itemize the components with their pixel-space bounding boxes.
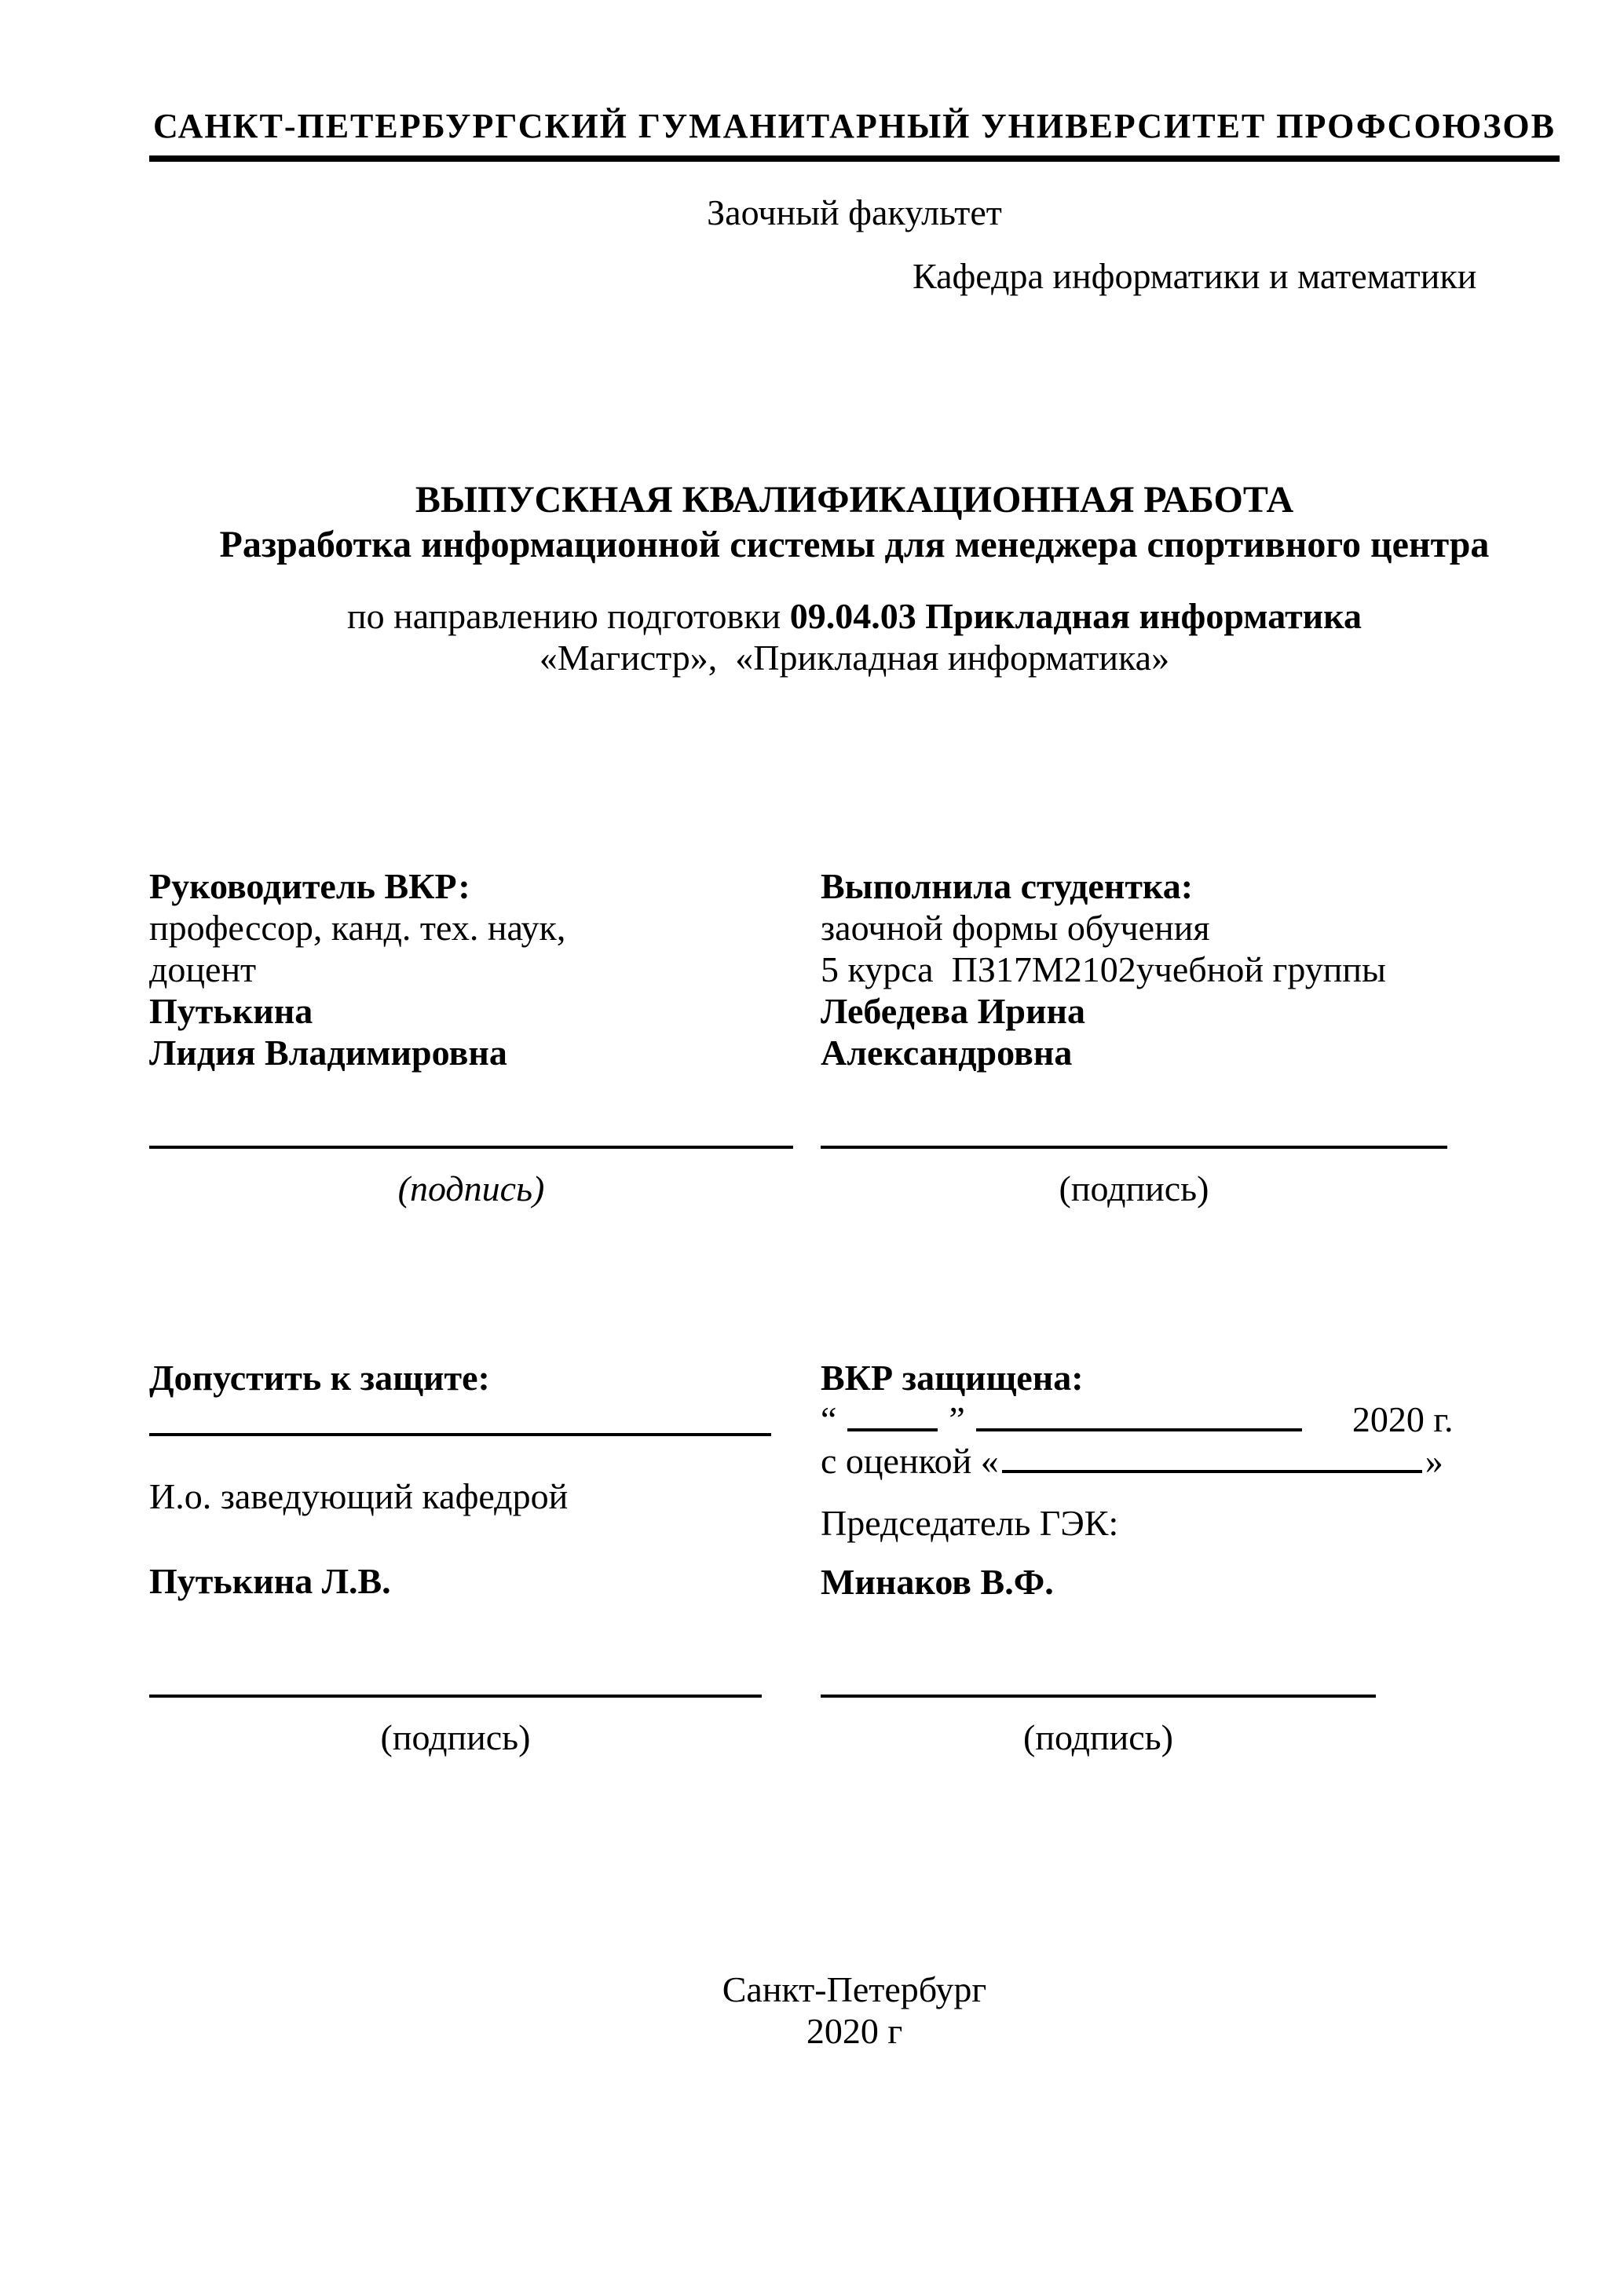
header-rule <box>149 155 1560 162</box>
direction-prefix: по направлению подготовки <box>347 596 790 636</box>
student-signature-line <box>821 1146 1447 1149</box>
footer-city: Санкт-Петербург <box>722 1969 987 2009</box>
work-type-title: ВЫПУСКНАЯ КВАЛИФИКАЦИОННАЯ РАБОТА <box>415 479 1294 521</box>
quote-open: “ <box>821 1399 837 1439</box>
qualification-line: «Магистр», «Прикладная информатика» <box>539 638 1170 678</box>
supervisor-block <box>149 865 813 1209</box>
direction-code: 09.04.03 Прикладная информатика <box>789 596 1362 636</box>
admission-signature-caption: (подпись) <box>380 1717 531 1757</box>
university-name: САНКТ-ПЕТЕРБУРГСКИЙ ГУМАНИТАРНЫЙ УНИВЕРСИТЕТ ПРОФСОЮЗОВ <box>152 107 1556 145</box>
grade-prefix: с оценкой « <box>821 1441 999 1481</box>
supervisor-rank: доцент <box>149 949 257 989</box>
supervisor-patronymic: Лидия Владимировна <box>149 1033 507 1073</box>
student-signature-caption: (подпись) <box>1059 1168 1209 1208</box>
faculty-name: Заочный факультет <box>707 192 1002 232</box>
department-name: Кафедра информатики и математики <box>913 256 1477 296</box>
defense-day-blank <box>847 1422 938 1431</box>
supervisor-surname: Путькина <box>149 991 313 1031</box>
people-section <box>149 865 1560 1209</box>
approval-section <box>149 1357 1560 1758</box>
admission-name: Путькина Л.В. <box>149 1561 391 1601</box>
supervisor-signature-caption: (подпись) <box>397 1168 545 1208</box>
chair-signature-line <box>821 1695 1376 1698</box>
admission-heading: Допустить к защите: <box>149 1358 490 1398</box>
quote-close: ” <box>949 1399 965 1439</box>
admission-role: И.о. заведующий кафедрой <box>149 1476 569 1516</box>
defense-date-line <box>821 1398 1560 1440</box>
footer-year: 2020 г <box>806 2011 903 2051</box>
student-block <box>813 865 1560 1209</box>
student-group: 5 курса ПЗ17М2102учебной группы <box>821 949 1386 989</box>
chair-role: Председатель ГЭК: <box>821 1503 1119 1543</box>
student-patronymic: Александровна <box>821 1033 1073 1073</box>
grade-quote-close: » <box>1425 1441 1443 1481</box>
admission-blank-line <box>149 1433 771 1436</box>
grade-blank <box>1002 1464 1422 1473</box>
defense-month-blank <box>976 1422 1302 1431</box>
title-block <box>149 477 1560 567</box>
work-title: Разработка информационной системы для менеджера спортивного центра <box>219 524 1490 565</box>
supervisor-signature-line <box>149 1146 793 1149</box>
chair-name: Минаков В.Ф. <box>821 1562 1054 1602</box>
chair-signature-caption: (подпись) <box>1023 1717 1173 1757</box>
supervisor-degree: профессор, канд. тех. наук, <box>149 908 566 948</box>
defense-grade-line <box>821 1440 1560 1482</box>
student-name: Лебедева Ирина <box>821 991 1085 1031</box>
direction-line <box>149 595 1560 637</box>
student-study-form: заочной формы обучения <box>821 908 1210 948</box>
defense-year: 2020 г. <box>1352 1399 1454 1439</box>
student-heading: Выполнила студентка: <box>821 866 1194 906</box>
defense-block <box>813 1357 1560 1758</box>
supervisor-heading: Руководитель ВКР: <box>149 866 470 906</box>
footer <box>149 1969 1560 2052</box>
defense-heading: ВКР защищена: <box>821 1358 1084 1398</box>
admission-block <box>149 1357 813 1758</box>
admission-signature-line <box>149 1695 762 1698</box>
